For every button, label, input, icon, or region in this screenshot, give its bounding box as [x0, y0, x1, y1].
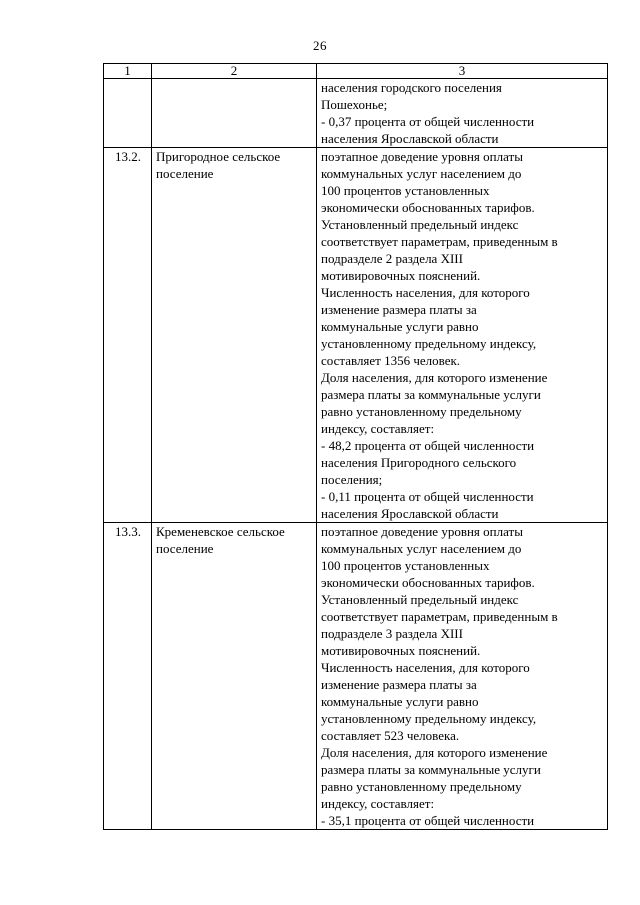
description-line: Пошехонье;	[321, 97, 388, 112]
description-line: коммунальные услуги равно	[321, 319, 479, 334]
description-line: индексу, составляет:	[321, 421, 435, 436]
description-line: размера платы за коммунальные услуги	[321, 387, 541, 402]
row-number-cell: 13.3.	[104, 523, 152, 830]
row-description-cell	[317, 79, 608, 148]
description-line: равно установленному предельному	[321, 779, 522, 794]
description-line: составляет 523 человека.	[321, 728, 460, 743]
description-line: коммунальных услуг населением до	[321, 166, 522, 181]
name-line: Пригородное сельское	[156, 149, 281, 164]
description-line: - 48,2 процента от общей численности	[321, 438, 535, 453]
description-line: соответствует параметрам, приведенным в	[321, 609, 558, 624]
description-line: изменение размера платы за	[321, 302, 477, 317]
description-line: экономически обоснованных тарифов.	[321, 200, 535, 215]
page-number: 26	[313, 38, 327, 53]
description-line: мотивировочных пояснений.	[321, 268, 481, 283]
description-line: 100 процентов установленных	[321, 558, 490, 573]
header-col-1: 1	[104, 64, 152, 79]
description-line: Доля населения, для которого изменение	[321, 370, 548, 385]
description-line: мотивировочных пояснений.	[321, 643, 481, 658]
description-line: населения Ярославской области	[321, 506, 499, 521]
description-line: коммунальные услуги равно	[321, 694, 479, 709]
description-line: подразделе 3 раздела XIII	[321, 626, 463, 641]
row-number-cell: 13.2.	[104, 148, 152, 523]
description-line: равно установленному предельному	[321, 404, 522, 419]
table-row	[104, 523, 608, 830]
row-name-cell	[152, 523, 317, 830]
description-line: установленному предельному индексу,	[321, 336, 537, 351]
description-line: составляет 1356 человек.	[321, 353, 461, 368]
row-name-cell	[152, 148, 317, 523]
description-line: населения Ярославской области	[321, 131, 499, 146]
description-line: изменение размера платы за	[321, 677, 477, 692]
description-line: населения городского поселения	[321, 80, 502, 95]
description-line: Численность населения, для которого	[321, 660, 530, 675]
description-line: - 0,11 процента от общей численности	[321, 489, 534, 504]
description-line: Установленный предельный индекс	[321, 217, 519, 232]
table-row	[104, 148, 608, 523]
description-line: установленному предельному индексу,	[321, 711, 537, 726]
description-line: Доля населения, для которого изменение	[321, 745, 548, 760]
description-line: размера платы за коммунальные услуги	[321, 762, 541, 777]
name-line: поселение	[156, 541, 214, 556]
table-header-row	[104, 64, 608, 79]
table-row-continuation	[104, 79, 608, 148]
header-col-2: 2	[152, 64, 317, 79]
row-name-cell	[152, 79, 317, 148]
description-line: 100 процентов установленных	[321, 183, 490, 198]
row-number-cell	[104, 79, 152, 148]
description-line: Установленный предельный индекс	[321, 592, 519, 607]
document-table	[103, 63, 608, 830]
header-col-3: 3	[317, 64, 608, 79]
description-line: Численность населения, для которого	[321, 285, 530, 300]
description-line: населения Пригородного сельского	[321, 455, 517, 470]
description-line: поселения;	[321, 472, 383, 487]
description-line: соответствует параметрам, приведенным в	[321, 234, 558, 249]
name-line: поселение	[156, 166, 214, 181]
description-line: поэтапное доведение уровня оплаты	[321, 524, 523, 539]
row-description-cell	[317, 148, 608, 523]
description-line: - 0,37 процента от общей численности	[321, 114, 535, 129]
table-body	[104, 79, 608, 830]
description-line: коммунальных услуг населением до	[321, 541, 522, 556]
description-line: индексу, составляет:	[321, 796, 435, 811]
description-line: подразделе 2 раздела XIII	[321, 251, 463, 266]
row-description-cell	[317, 523, 608, 830]
description-line: экономически обоснованных тарифов.	[321, 575, 535, 590]
name-line: Кременевское сельское	[156, 524, 285, 539]
description-line: поэтапное доведение уровня оплаты	[321, 149, 523, 164]
description-line: - 35,1 процента от общей численности	[321, 813, 535, 828]
